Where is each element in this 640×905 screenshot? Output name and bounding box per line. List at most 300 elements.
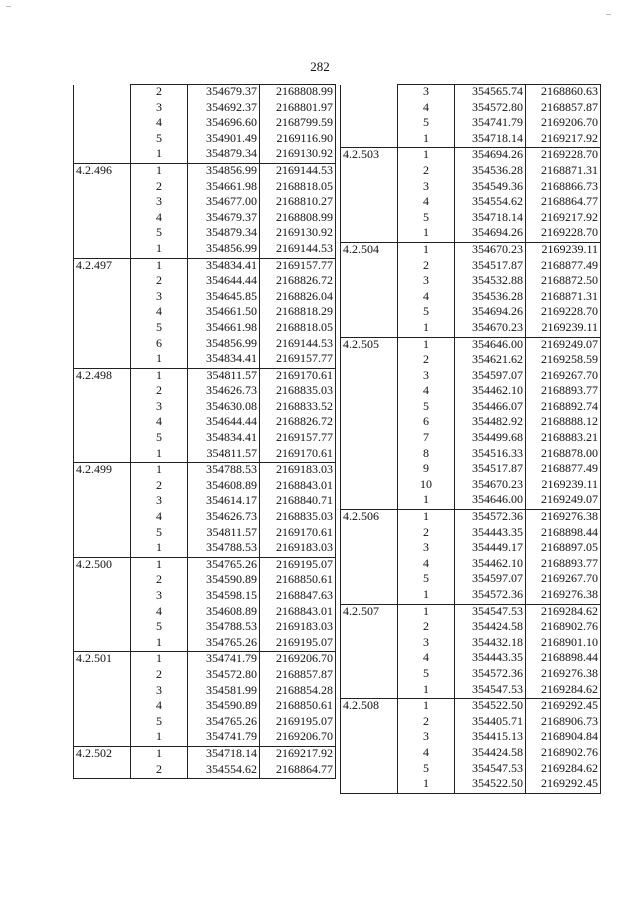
- x-coordinate-cell: 354834.41: [188, 431, 260, 447]
- y-coordinate-cell: 2169183.03: [260, 620, 336, 636]
- table-row: [74, 290, 336, 306]
- point-number-cell: 5: [398, 572, 455, 588]
- point-number-cell: 5: [131, 226, 188, 242]
- point-number-cell: 4: [398, 384, 455, 400]
- section-number-cell: [74, 730, 131, 746]
- x-coordinate-cell: 354718.14: [455, 211, 526, 227]
- point-number-cell: 1: [131, 463, 188, 479]
- y-coordinate-cell: 2168850.61: [260, 573, 336, 589]
- x-coordinate-cell: 354466.07: [455, 400, 526, 416]
- x-coordinate-cell: 354549.36: [455, 180, 526, 196]
- table-row: [341, 369, 601, 385]
- table-row: [74, 101, 336, 117]
- y-coordinate-cell: 2169217.92: [526, 132, 601, 148]
- section-number-cell: [341, 667, 398, 683]
- section-number-cell: [341, 195, 398, 211]
- table-row: [74, 447, 336, 463]
- section-number-cell: [74, 226, 131, 242]
- x-coordinate-cell: 354644.44: [188, 274, 260, 290]
- x-coordinate-cell: 354679.37: [188, 211, 260, 227]
- y-coordinate-cell: 2169130.92: [260, 147, 336, 163]
- table-row: [341, 101, 601, 117]
- x-coordinate-cell: 354741.79: [455, 116, 526, 132]
- y-coordinate-cell: 2169249.07: [526, 337, 601, 353]
- section-number-cell: [74, 620, 131, 636]
- section-number-cell: [341, 620, 398, 636]
- section-number-cell: [341, 259, 398, 275]
- section-number-cell: [74, 415, 131, 431]
- table-row: [74, 715, 336, 731]
- point-number-cell: 1: [131, 746, 188, 762]
- x-coordinate-cell: 354449.17: [455, 541, 526, 557]
- y-coordinate-cell: 2169206.70: [260, 730, 336, 746]
- x-coordinate-cell: 354694.26: [455, 305, 526, 321]
- y-coordinate-cell: 2168835.03: [260, 384, 336, 400]
- section-number-cell: [74, 526, 131, 542]
- y-coordinate-cell: 2168818.29: [260, 305, 336, 321]
- table-row: [74, 652, 336, 668]
- point-number-cell: 1: [131, 557, 188, 573]
- point-number-cell: 1: [398, 493, 455, 509]
- section-number-cell: 4.2.497: [74, 258, 131, 274]
- point-number-cell: 4: [398, 101, 455, 117]
- table-row: [341, 259, 601, 275]
- point-number-cell: 3: [398, 730, 455, 746]
- coordinates-table-left: [73, 84, 336, 779]
- point-number-cell: 6: [398, 415, 455, 431]
- section-number-cell: [341, 211, 398, 227]
- y-coordinate-cell: 2168810.27: [260, 195, 336, 211]
- point-number-cell: 4: [398, 651, 455, 667]
- table-row: [74, 541, 336, 557]
- table-row: [341, 651, 601, 667]
- section-number-cell: [341, 572, 398, 588]
- point-number-cell: 4: [398, 290, 455, 306]
- y-coordinate-cell: 2169195.07: [260, 636, 336, 652]
- point-number-cell: 1: [131, 258, 188, 274]
- point-number-cell: 1: [398, 242, 455, 258]
- point-number-cell: 2: [131, 180, 188, 196]
- table-row: [341, 337, 601, 353]
- y-coordinate-cell: 2168892.74: [526, 400, 601, 416]
- table-row: [74, 305, 336, 321]
- y-coordinate-cell: 2169157.77: [260, 258, 336, 274]
- table-row: [341, 226, 601, 242]
- section-number-cell: [341, 541, 398, 557]
- point-number-cell: 1: [398, 321, 455, 337]
- section-number-cell: [341, 180, 398, 196]
- table-row: [74, 730, 336, 746]
- point-number-cell: 5: [131, 620, 188, 636]
- table-row: [341, 148, 601, 164]
- table-row: [341, 762, 601, 778]
- x-coordinate-cell: 354572.36: [455, 510, 526, 526]
- point-number-cell: 2: [398, 353, 455, 369]
- point-number-cell: 1: [398, 337, 455, 353]
- y-coordinate-cell: 2168877.49: [526, 462, 601, 478]
- y-coordinate-cell: 2169144.53: [260, 242, 336, 258]
- y-coordinate-cell: 2168877.49: [526, 259, 601, 275]
- y-coordinate-cell: 2168826.72: [260, 274, 336, 290]
- x-coordinate-cell: 354718.14: [455, 132, 526, 148]
- point-number-cell: 4: [398, 195, 455, 211]
- y-coordinate-cell: 2169144.53: [260, 163, 336, 179]
- section-number-cell: [74, 684, 131, 700]
- x-coordinate-cell: 354765.26: [188, 715, 260, 731]
- point-number-cell: 10: [398, 478, 455, 494]
- table-row: [341, 667, 601, 683]
- x-coordinate-cell: 354516.33: [455, 447, 526, 463]
- section-number-cell: [341, 431, 398, 447]
- x-coordinate-cell: 354572.80: [188, 668, 260, 684]
- section-number-cell: [74, 636, 131, 652]
- section-number-cell: 4.2.498: [74, 368, 131, 384]
- x-coordinate-cell: 354718.14: [188, 746, 260, 762]
- point-number-cell: 1: [131, 447, 188, 463]
- x-coordinate-cell: 354462.10: [455, 384, 526, 400]
- section-number-cell: 4.2.506: [341, 510, 398, 526]
- table-row: [341, 777, 601, 793]
- x-coordinate-cell: 354532.88: [455, 274, 526, 290]
- x-coordinate-cell: 354879.34: [188, 226, 260, 242]
- x-coordinate-cell: 354432.18: [455, 636, 526, 652]
- section-number-cell: 4.2.499: [74, 463, 131, 479]
- point-number-cell: 4: [131, 699, 188, 715]
- page-number: 282: [310, 59, 330, 74]
- x-coordinate-cell: 354522.50: [455, 699, 526, 715]
- table-row: [74, 494, 336, 510]
- section-number-cell: [341, 226, 398, 242]
- point-number-cell: 5: [131, 526, 188, 542]
- x-coordinate-cell: 354646.00: [455, 493, 526, 509]
- section-number-cell: [341, 369, 398, 385]
- x-coordinate-cell: 354661.98: [188, 180, 260, 196]
- point-number-cell: 5: [398, 211, 455, 227]
- y-coordinate-cell: 2168893.77: [526, 384, 601, 400]
- point-number-cell: 2: [131, 479, 188, 495]
- table-row: [74, 479, 336, 495]
- table-row: [341, 290, 601, 306]
- section-number-cell: [74, 668, 131, 684]
- x-coordinate-cell: 354626.73: [188, 510, 260, 526]
- y-coordinate-cell: 2168906.73: [526, 715, 601, 731]
- table-row: [341, 604, 601, 620]
- y-coordinate-cell: 2169183.03: [260, 541, 336, 557]
- table-row: [74, 116, 336, 132]
- table-row: [341, 730, 601, 746]
- section-number-cell: [74, 290, 131, 306]
- table-row: [74, 605, 336, 621]
- table-row: [341, 164, 601, 180]
- x-coordinate-cell: 354608.89: [188, 479, 260, 495]
- y-coordinate-cell: 2169217.92: [260, 746, 336, 762]
- point-number-cell: 4: [131, 510, 188, 526]
- x-coordinate-cell: 354692.37: [188, 101, 260, 117]
- section-number-cell: [74, 337, 131, 353]
- section-number-cell: [341, 651, 398, 667]
- x-coordinate-cell: 354536.28: [455, 164, 526, 180]
- point-number-cell: 1: [398, 777, 455, 793]
- y-coordinate-cell: 2169284.62: [526, 604, 601, 620]
- section-number-cell: [74, 305, 131, 321]
- x-coordinate-cell: 354765.26: [188, 636, 260, 652]
- section-number-cell: [74, 352, 131, 368]
- y-coordinate-cell: 2169206.70: [260, 652, 336, 668]
- x-coordinate-cell: 354856.99: [188, 337, 260, 353]
- section-number-cell: [341, 400, 398, 416]
- y-coordinate-cell: 2168857.87: [260, 668, 336, 684]
- point-number-cell: 3: [131, 684, 188, 700]
- section-number-cell: 4.2.504: [341, 242, 398, 258]
- y-coordinate-cell: 2168902.76: [526, 746, 601, 762]
- table-row: [341, 588, 601, 604]
- point-number-cell: 1: [131, 541, 188, 557]
- section-number-cell: [341, 636, 398, 652]
- point-number-cell: 4: [131, 211, 188, 227]
- point-number-cell: 4: [131, 305, 188, 321]
- y-coordinate-cell: 2168826.72: [260, 415, 336, 431]
- point-number-cell: 4: [131, 415, 188, 431]
- x-coordinate-cell: 354517.87: [455, 462, 526, 478]
- table-row: [341, 493, 601, 509]
- y-coordinate-cell: 2168847.63: [260, 589, 336, 605]
- section-number-cell: [74, 321, 131, 337]
- x-coordinate-cell: 354572.36: [455, 667, 526, 683]
- point-number-cell: 3: [131, 589, 188, 605]
- table-row: [74, 352, 336, 368]
- section-number-cell: [341, 101, 398, 117]
- table-row: [341, 195, 601, 211]
- section-number-cell: [341, 683, 398, 699]
- section-number-cell: [74, 431, 131, 447]
- x-coordinate-cell: 354522.50: [455, 777, 526, 793]
- table-row: [74, 746, 336, 762]
- point-number-cell: 3: [398, 85, 455, 101]
- x-coordinate-cell: 354614.17: [188, 494, 260, 510]
- x-coordinate-cell: 354572.80: [455, 101, 526, 117]
- table-row: [341, 683, 601, 699]
- x-coordinate-cell: 354677.00: [188, 195, 260, 211]
- x-coordinate-cell: 354765.26: [188, 557, 260, 573]
- x-coordinate-cell: 354694.26: [455, 148, 526, 164]
- section-number-cell: [74, 447, 131, 463]
- table-row: [74, 147, 336, 163]
- y-coordinate-cell: 2169157.77: [260, 431, 336, 447]
- x-coordinate-cell: 354608.89: [188, 605, 260, 621]
- point-number-cell: 5: [398, 400, 455, 416]
- scan-mark: [606, 14, 611, 15]
- table-row: [74, 763, 336, 779]
- y-coordinate-cell: 2169170.61: [260, 526, 336, 542]
- y-coordinate-cell: 2168818.05: [260, 321, 336, 337]
- table-row: [74, 684, 336, 700]
- table-row: [341, 274, 601, 290]
- table-row: [74, 337, 336, 353]
- y-coordinate-cell: 2168888.12: [526, 415, 601, 431]
- y-coordinate-cell: 2169284.62: [526, 762, 601, 778]
- table-row: [74, 274, 336, 290]
- point-number-cell: 2: [398, 259, 455, 275]
- section-number-cell: [341, 715, 398, 731]
- point-number-cell: 2: [398, 526, 455, 542]
- section-number-cell: [341, 526, 398, 542]
- x-coordinate-cell: 354630.08: [188, 400, 260, 416]
- table-row: [74, 431, 336, 447]
- point-number-cell: 2: [131, 668, 188, 684]
- section-number-cell: [341, 85, 398, 101]
- point-number-cell: 1: [131, 636, 188, 652]
- x-coordinate-cell: 354741.79: [188, 652, 260, 668]
- x-coordinate-cell: 354424.58: [455, 746, 526, 762]
- x-coordinate-cell: 354879.34: [188, 147, 260, 163]
- x-coordinate-cell: 354590.89: [188, 573, 260, 589]
- y-coordinate-cell: 2169170.61: [260, 447, 336, 463]
- table-row: [74, 211, 336, 227]
- section-number-cell: [74, 510, 131, 526]
- table-row: [341, 353, 601, 369]
- point-number-cell: 7: [398, 431, 455, 447]
- x-coordinate-cell: 354621.62: [455, 353, 526, 369]
- section-number-cell: [341, 762, 398, 778]
- table-row: [341, 699, 601, 715]
- point-number-cell: 1: [131, 368, 188, 384]
- x-coordinate-cell: 354547.53: [455, 683, 526, 699]
- point-number-cell: 3: [131, 101, 188, 117]
- section-number-cell: [341, 462, 398, 478]
- y-coordinate-cell: 2168833.52: [260, 400, 336, 416]
- table-row: [74, 195, 336, 211]
- x-coordinate-cell: 354405.71: [455, 715, 526, 731]
- y-coordinate-cell: 2168902.76: [526, 620, 601, 636]
- section-number-cell: [74, 132, 131, 148]
- section-number-cell: [74, 180, 131, 196]
- table-row: [341, 400, 601, 416]
- section-number-cell: [74, 147, 131, 163]
- point-number-cell: 8: [398, 447, 455, 463]
- y-coordinate-cell: 2168826.04: [260, 290, 336, 306]
- section-number-cell: 4.2.501: [74, 652, 131, 668]
- section-number-cell: [74, 101, 131, 117]
- x-coordinate-cell: 354834.41: [188, 258, 260, 274]
- point-number-cell: 5: [398, 762, 455, 778]
- point-number-cell: 3: [131, 400, 188, 416]
- section-number-cell: [74, 715, 131, 731]
- y-coordinate-cell: 2168871.31: [526, 290, 601, 306]
- table-row: [341, 132, 601, 148]
- x-coordinate-cell: 354536.28: [455, 290, 526, 306]
- point-number-cell: 4: [398, 746, 455, 762]
- section-number-cell: [74, 589, 131, 605]
- x-coordinate-cell: 354694.26: [455, 226, 526, 242]
- section-number-cell: [341, 384, 398, 400]
- table-row: [74, 589, 336, 605]
- table-row: [74, 636, 336, 652]
- table-row: [74, 526, 336, 542]
- x-coordinate-cell: 354554.62: [455, 195, 526, 211]
- x-coordinate-cell: 354788.53: [188, 541, 260, 557]
- point-number-cell: 3: [131, 290, 188, 306]
- x-coordinate-cell: 354598.15: [188, 589, 260, 605]
- point-number-cell: 1: [131, 352, 188, 368]
- y-coordinate-cell: 2168799.59: [260, 116, 336, 132]
- section-number-cell: [341, 746, 398, 762]
- coordinates-table-right: [340, 84, 601, 794]
- point-number-cell: 2: [398, 715, 455, 731]
- x-coordinate-cell: 354856.99: [188, 163, 260, 179]
- y-coordinate-cell: 2168871.31: [526, 164, 601, 180]
- y-coordinate-cell: 2169116.90: [260, 132, 336, 148]
- x-coordinate-cell: 354645.85: [188, 290, 260, 306]
- point-number-cell: 2: [398, 164, 455, 180]
- table-row: [341, 305, 601, 321]
- y-coordinate-cell: 2168878.00: [526, 447, 601, 463]
- x-coordinate-cell: 354788.53: [188, 463, 260, 479]
- table-row: [341, 620, 601, 636]
- y-coordinate-cell: 2168866.73: [526, 180, 601, 196]
- x-coordinate-cell: 354644.44: [188, 415, 260, 431]
- section-number-cell: [341, 274, 398, 290]
- table-row: [341, 541, 601, 557]
- table-row: [74, 321, 336, 337]
- table-row: [341, 715, 601, 731]
- section-number-cell: [74, 573, 131, 589]
- x-coordinate-cell: 354811.57: [188, 526, 260, 542]
- point-number-cell: 2: [131, 573, 188, 589]
- x-coordinate-cell: 354547.53: [455, 762, 526, 778]
- y-coordinate-cell: 2169130.92: [260, 226, 336, 242]
- section-number-cell: [74, 605, 131, 621]
- section-number-cell: [341, 777, 398, 793]
- point-number-cell: 2: [131, 274, 188, 290]
- point-number-cell: 1: [131, 242, 188, 258]
- y-coordinate-cell: 2169228.70: [526, 226, 601, 242]
- x-coordinate-cell: 354581.99: [188, 684, 260, 700]
- table-row: [341, 384, 601, 400]
- point-number-cell: 2: [131, 384, 188, 400]
- point-number-cell: 1: [131, 163, 188, 179]
- y-coordinate-cell: 2168850.61: [260, 699, 336, 715]
- point-number-cell: 4: [131, 116, 188, 132]
- y-coordinate-cell: 2168818.05: [260, 180, 336, 196]
- x-coordinate-cell: 354811.57: [188, 447, 260, 463]
- y-coordinate-cell: 2169170.61: [260, 368, 336, 384]
- point-number-cell: 1: [398, 226, 455, 242]
- table-row: [341, 557, 601, 573]
- y-coordinate-cell: 2168835.03: [260, 510, 336, 526]
- section-number-cell: [341, 132, 398, 148]
- section-number-cell: [74, 699, 131, 715]
- table-row: [74, 132, 336, 148]
- y-coordinate-cell: 2168883.21: [526, 431, 601, 447]
- table-row: [341, 321, 601, 337]
- y-coordinate-cell: 2169206.70: [526, 116, 601, 132]
- section-number-cell: [341, 305, 398, 321]
- table-row: [74, 573, 336, 589]
- x-coordinate-cell: 354626.73: [188, 384, 260, 400]
- table-row: [341, 462, 601, 478]
- x-coordinate-cell: 354415.13: [455, 730, 526, 746]
- section-number-cell: [74, 85, 131, 101]
- y-coordinate-cell: 2169292.45: [526, 699, 601, 715]
- point-number-cell: 2: [398, 620, 455, 636]
- point-number-cell: 1: [131, 147, 188, 163]
- x-coordinate-cell: 354834.41: [188, 352, 260, 368]
- y-coordinate-cell: 2169284.62: [526, 683, 601, 699]
- point-number-cell: 5: [131, 321, 188, 337]
- point-number-cell: 2: [131, 763, 188, 779]
- x-coordinate-cell: 354679.37: [188, 85, 260, 101]
- point-number-cell: 9: [398, 462, 455, 478]
